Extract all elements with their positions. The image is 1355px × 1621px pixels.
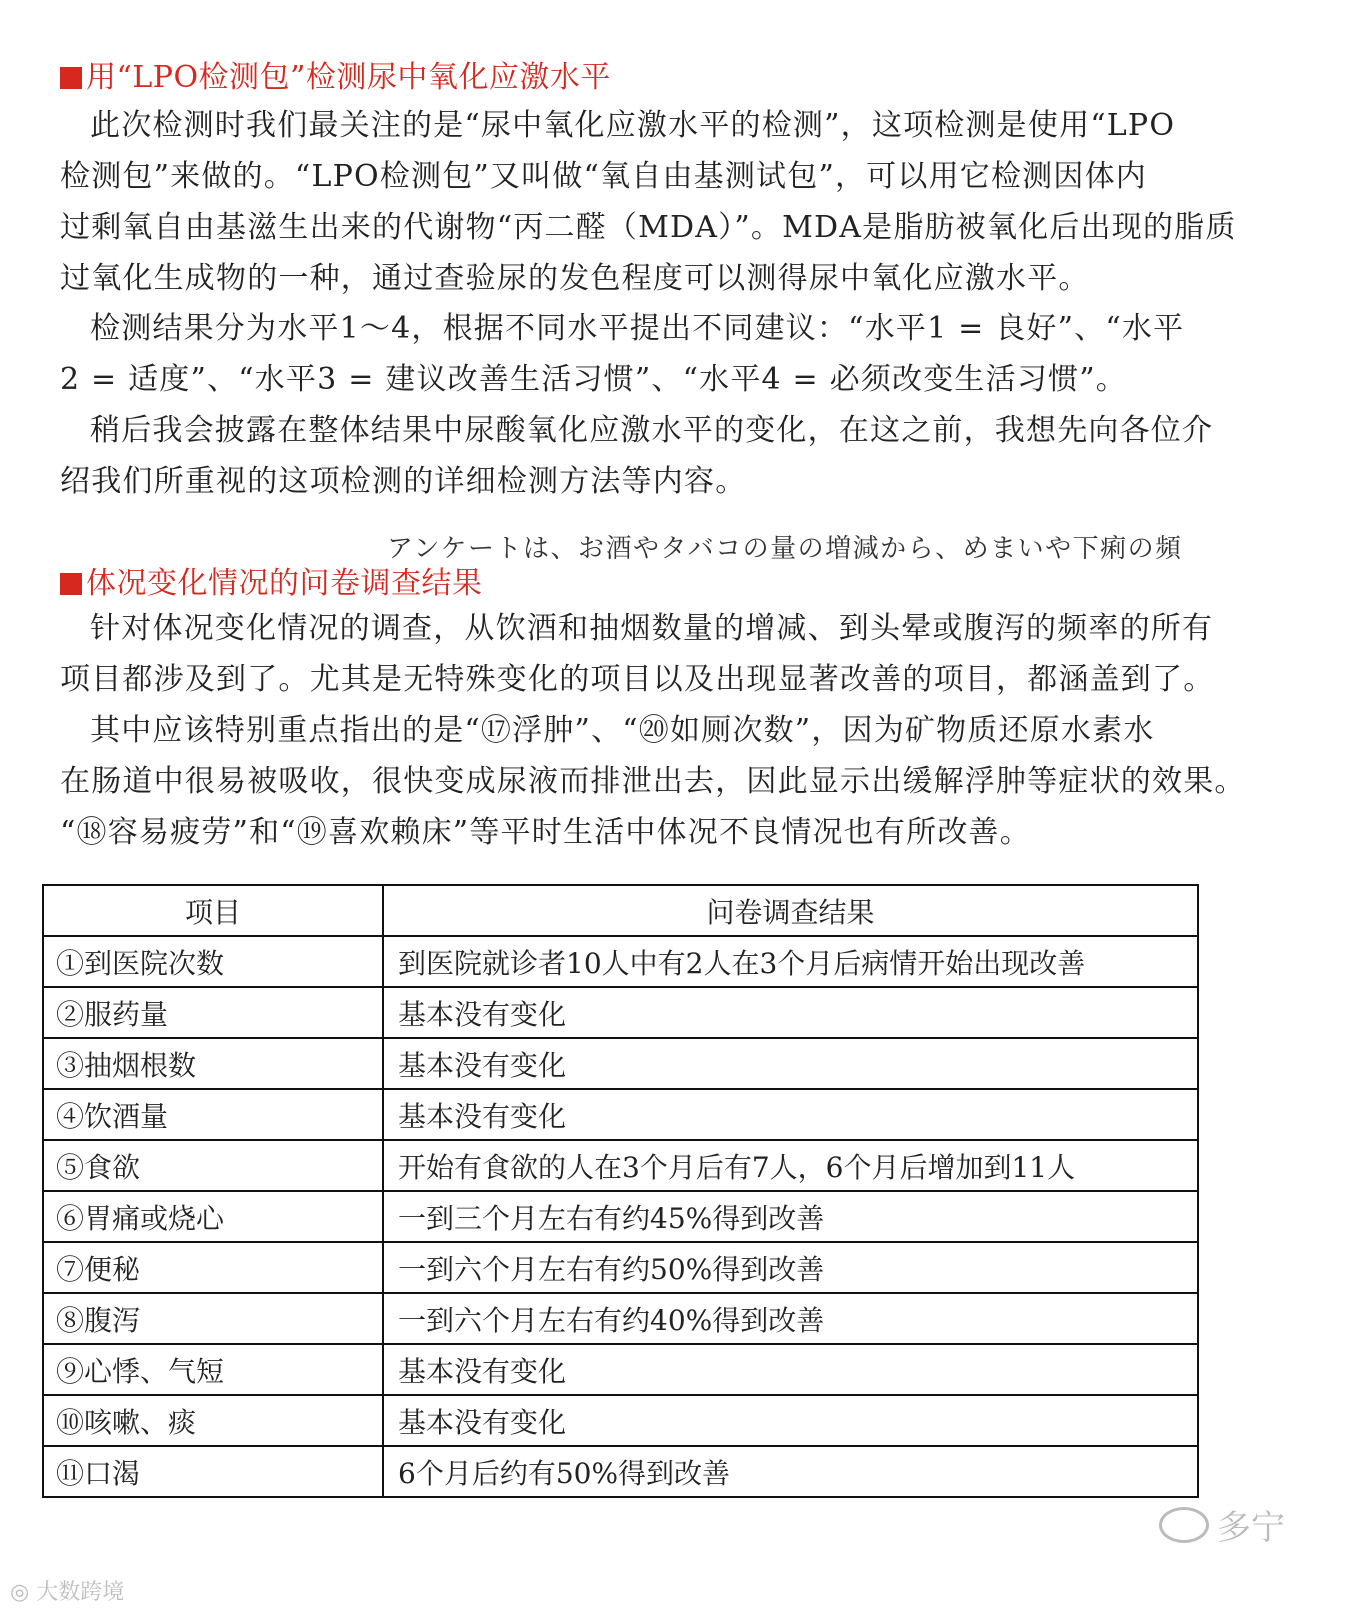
red-square-icon: [60, 573, 82, 595]
table-row: [43, 1140, 1198, 1191]
item-cell: ④饮酒量: [43, 1089, 383, 1140]
section1-paragraph-2: 检测结果分为水平1～4，根据不同水平提出不同建议：“水平1 = 良好”、“水平 2 = 适度”、“水平3 = 建议改善生活习惯”、“水平4 = 必须改变生活习惯”。: [60, 311, 1185, 397]
section1-paragraph-1: 此次检测时我们最关注的是“尿中氧化应激水平的检测”，这项检测是使用“LPO 检测包”来做的。“LPO检测包”又叫做“氧自由基测试包”，可以用它检测因体内 过剩氧自由基滋生出来的代谢物“丙二醛（MDA）”。MDA是脂肪被氧化后出现的脂质 过氧化生成物的一种，通过查验尿的发色程度可以测得尿中氧化应激水平。: [60, 108, 1237, 296]
section2-paragraph-1: 针对体况变化情况的调查，从饮酒和抽烟数量的增减、到头晕或腹泻的频率的所有 项目都涉及到了。尤其是无特殊变化的项目以及出现显著改善的项目，都涵盖到了。: [60, 611, 1215, 697]
section1-heading: 用“LPO检测包”检测尿中氧化应激水平: [60, 52, 611, 96]
item-cell: ⑥胃痛或烧心: [43, 1191, 383, 1242]
logo-icon: ◎: [10, 1580, 37, 1605]
table-row: [43, 1242, 1198, 1293]
table-row: [43, 1089, 1198, 1140]
watermark-right: 多宁: [1159, 1500, 1285, 1549]
result-cell: 基本没有变化: [383, 987, 1198, 1038]
item-cell: ⑩咳嗽、痰: [43, 1395, 383, 1446]
table-row: [43, 1038, 1198, 1089]
item-cell: ⑨心悸、气短: [43, 1344, 383, 1395]
table-row: [43, 936, 1198, 987]
table-header-item: 项目: [43, 885, 383, 936]
result-cell: 一到三个月左右有约45%得到改善: [383, 1191, 1198, 1242]
item-cell: ①到医院次数: [43, 936, 383, 987]
table-header-row: [43, 885, 1198, 936]
result-cell: 基本没有变化: [383, 1395, 1198, 1446]
table-row: [43, 1446, 1198, 1497]
item-cell: ⑧腹泻: [43, 1293, 383, 1344]
section2-heading: 体况变化情况的问卷调查结果: [60, 558, 483, 602]
result-cell: 一到六个月左右有约40%得到改善: [383, 1293, 1198, 1344]
table-row: [43, 1191, 1198, 1242]
watermark-left: ◎ 大数跨境: [10, 1580, 125, 1605]
result-cell: 到医院就诊者10人中有2人在3个月后病情开始出现改善: [383, 936, 1198, 987]
item-cell: ⑪口渴: [43, 1446, 383, 1497]
item-cell: ⑦便秘: [43, 1242, 383, 1293]
table-row: [43, 1344, 1198, 1395]
section1-paragraph-3: 稍后我会披露在整体结果中尿酸氧化应激水平的变化，在这之前，我想先向各位介 绍我们所重视的这项检测的详细检测方法等内容。: [60, 413, 1214, 499]
result-cell: 基本没有变化: [383, 1344, 1198, 1395]
section2-paragraph-2: 其中应该特别重点指出的是“⑰浮肿”、“⑳如厕次数”，因为矿物质还原水素水 在肠道中很易被吸收，很快变成尿液而排泄出去，因此显示出缓解浮肿等症状的效果。 “⑱容易疲劳”和“⑲喜欢赖床”等平时生活中体况不良情况也有所改善。: [60, 713, 1246, 850]
japanese-text-fragment: アンケートは、お酒やタバコの量の増減から、めまいや下痢の頻: [387, 534, 1183, 564]
wechat-icon: [1159, 1507, 1209, 1543]
table-header-result: 问卷调查结果: [383, 885, 1198, 936]
result-cell: 基本没有变化: [383, 1038, 1198, 1089]
result-cell: 开始有食欲的人在3个月后有7人，6个月后增加到11人: [383, 1140, 1198, 1191]
item-cell: ⑤食欲: [43, 1140, 383, 1191]
table-row: [43, 987, 1198, 1038]
item-cell: ②服药量: [43, 987, 383, 1038]
result-cell: 一到六个月左右有约50%得到改善: [383, 1242, 1198, 1293]
result-cell: 基本没有变化: [383, 1089, 1198, 1140]
item-cell: ③抽烟根数: [43, 1038, 383, 1089]
survey-results-table: [42, 884, 1199, 1498]
table-row: [43, 1293, 1198, 1344]
red-square-icon: [60, 67, 82, 89]
result-cell: 6个月后约有50%得到改善: [383, 1446, 1198, 1497]
table-row: [43, 1395, 1198, 1446]
